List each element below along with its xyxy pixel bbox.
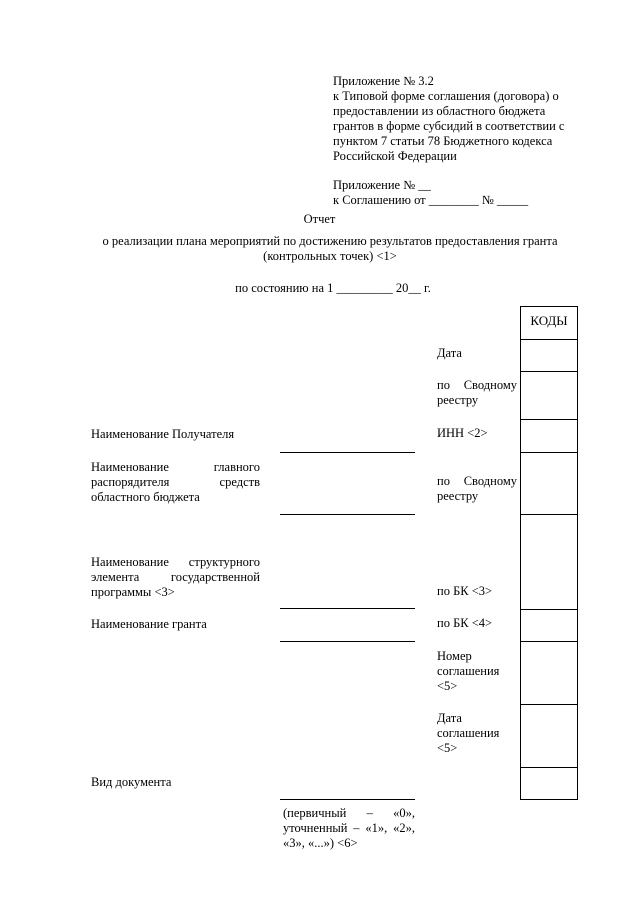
- label-budget-manager: Наименование главного распорядителя средств областного бюджета: [91, 460, 260, 504]
- label-grant-name: Наименование гранта: [91, 617, 207, 631]
- attachment-line: предоставлении из областного бюджета: [333, 104, 546, 118]
- codes-divider: [521, 609, 577, 610]
- codes-divider: [521, 514, 577, 515]
- attachment-line: Приложение № 3.2: [333, 74, 434, 88]
- agreement-attachment-line: Приложение № __: [333, 178, 431, 192]
- codes-divider: [521, 641, 577, 642]
- report-subtitle-line: (контрольных точек) <1>: [263, 249, 397, 263]
- budget-manager-field-line[interactable]: [280, 514, 415, 515]
- document-type-field-line[interactable]: [280, 799, 415, 800]
- label-registry: по Сводному реестру: [437, 474, 517, 503]
- codes-divider: [521, 339, 577, 340]
- label-document-type: Вид документа: [91, 775, 172, 789]
- label-agreement-date: Дата соглашения <5>: [437, 711, 500, 755]
- label-bk-3: по БК <3>: [437, 584, 493, 598]
- codes-divider: [521, 371, 577, 372]
- label-agreement-number: Номер соглашения <5>: [437, 649, 500, 693]
- codes-divider: [521, 419, 577, 420]
- label-date: Дата: [437, 346, 462, 360]
- label-inn: ИНН <2>: [437, 426, 488, 440]
- program-element-field-line[interactable]: [280, 608, 415, 609]
- attachment-line: Российской Федерации: [333, 149, 457, 163]
- label-registry: по Сводному реестру: [437, 378, 517, 407]
- label-program-element: Наименование структурного элемента государственной программы <3>: [91, 555, 260, 599]
- codes-column: [520, 306, 578, 800]
- attachment-line: пунктом 7 статьи 78 Бюджетного кодекса: [333, 134, 553, 148]
- document-type-note: (первичный – «0», уточненный – «1», «2», «3», «...») <6>: [283, 806, 415, 850]
- codes-header: КОДЫ: [530, 313, 568, 328]
- attachment-line: к Типовой форме соглашения (договора) о: [333, 89, 559, 103]
- as-of-date: по состоянию на 1 _________ 20__ г.: [235, 281, 431, 295]
- codes-divider: [521, 767, 577, 768]
- codes-divider: [521, 704, 577, 705]
- recipient-field-line[interactable]: [280, 452, 415, 453]
- codes-divider: [521, 452, 577, 453]
- attachment-header: [333, 74, 583, 208]
- label-bk-4: по БК <4>: [437, 616, 493, 630]
- grant-name-field-line[interactable]: [280, 641, 415, 642]
- agreement-attachment-line: к Соглашению от ________ № _____: [333, 193, 529, 207]
- attachment-line: грантов в форме субсидий в соответствии с: [333, 119, 565, 133]
- report-title: Отчет: [303, 212, 336, 226]
- report-subtitle-line: о реализации плана мероприятий по достижению результатов предоставления гранта: [102, 234, 558, 248]
- report-subtitle: [40, 234, 620, 264]
- label-recipient: Наименование Получателя: [91, 427, 235, 441]
